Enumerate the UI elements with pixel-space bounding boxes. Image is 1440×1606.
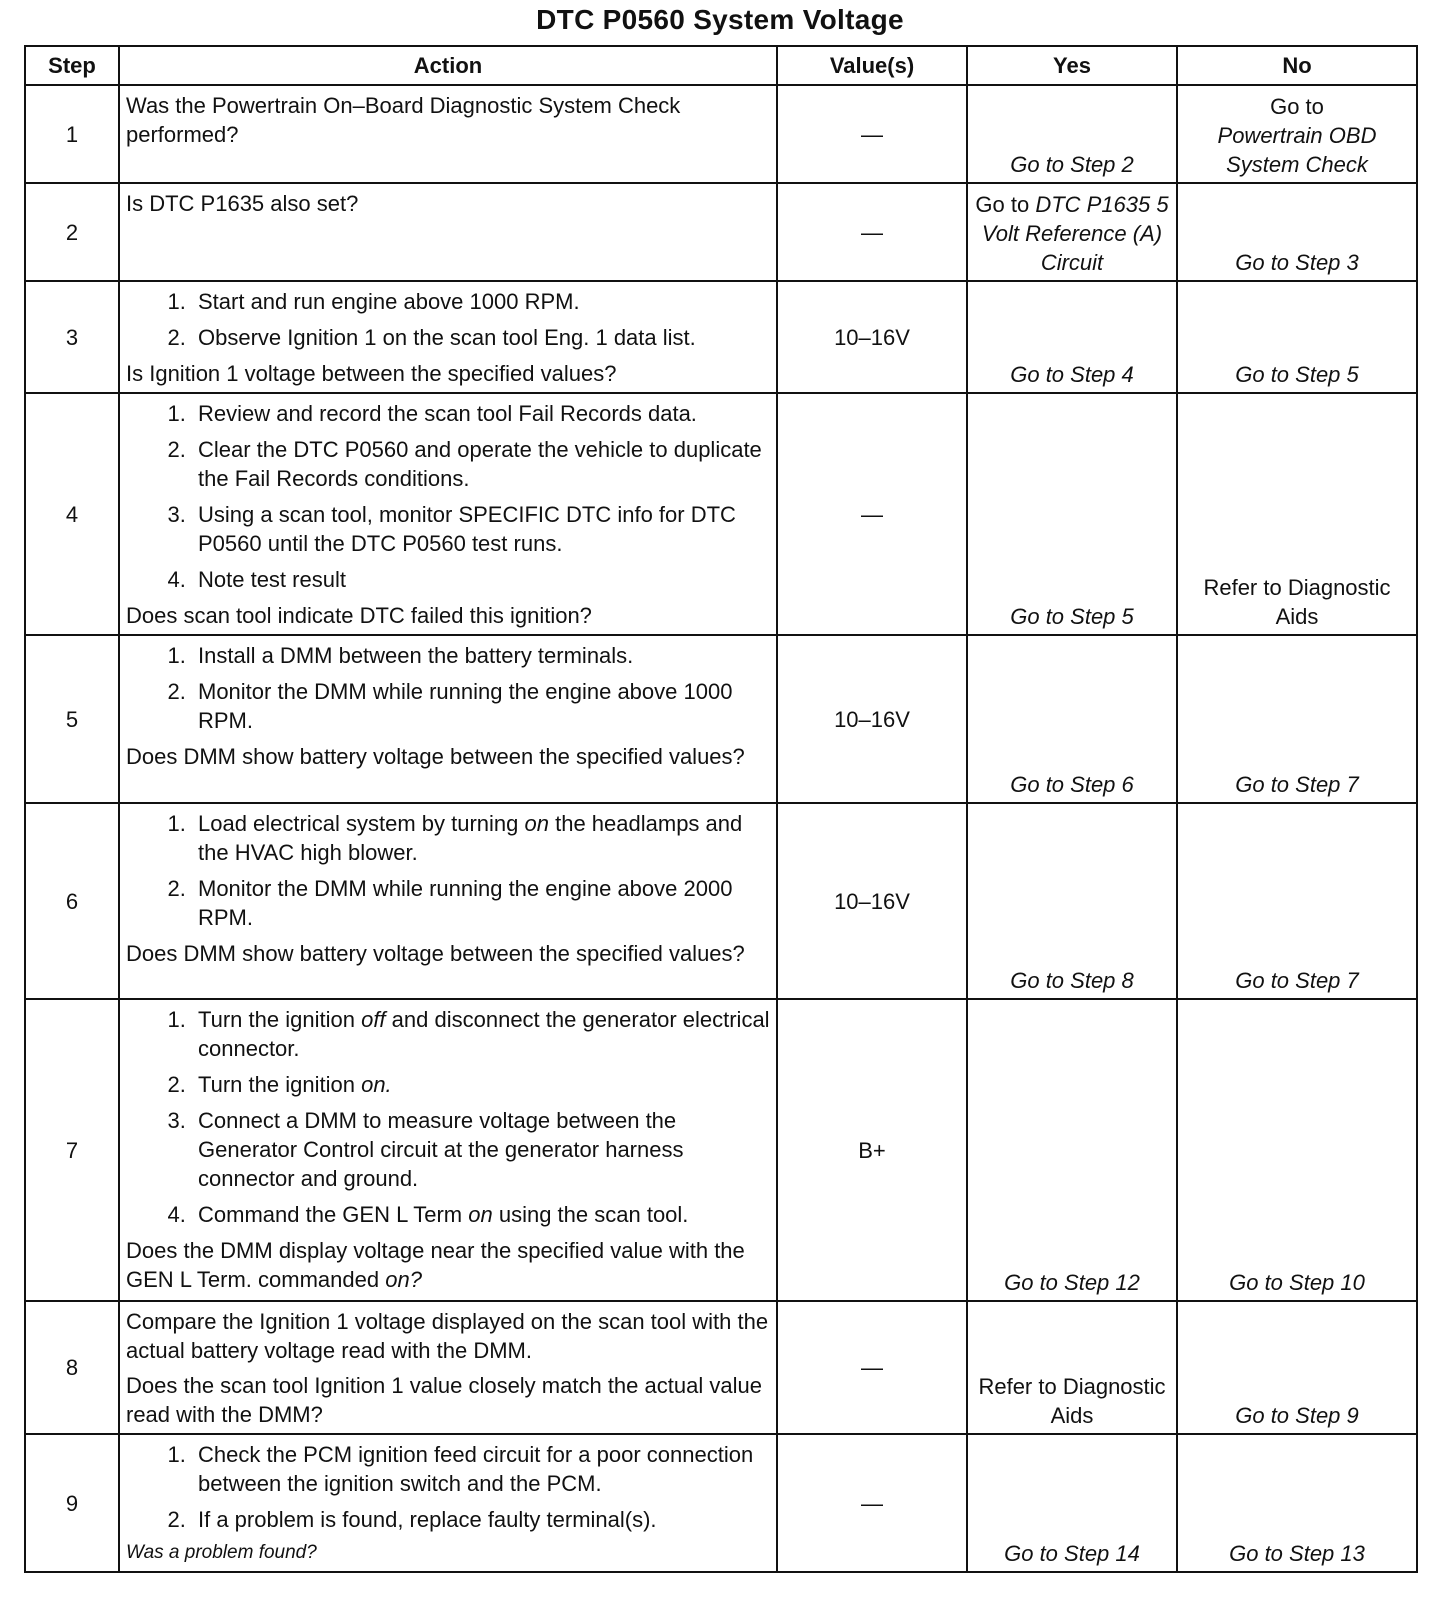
action-step (192, 1200, 770, 1229)
table-row (25, 183, 1417, 281)
action-question: Was the Powertrain On–Board Diagnostic System Check performed? (126, 93, 681, 147)
action-steps (126, 641, 770, 735)
action-step: 4. Note test result (192, 565, 770, 594)
action-steps (126, 1005, 770, 1229)
yes-cell: Go to Step 12 (967, 999, 1177, 1301)
no-text: Go to (1270, 94, 1324, 119)
header-step: Step (25, 46, 119, 85)
yes-ref: DTC P1635 5 Volt Reference (A) Circuit (981, 192, 1169, 275)
action-text: Compare the Ignition 1 voltage displayed on the scan tool with the actual battery voltage read with the DMM. (126, 1309, 769, 1363)
value-cell: — (777, 183, 967, 281)
action-step: 2. Observe Ignition 1 on the scan tool Eng. 1 data list. (192, 323, 770, 352)
table-row (25, 85, 1417, 183)
action-cell (119, 85, 777, 183)
no-cell: Go to Step 3 (1177, 183, 1417, 281)
step-text: Command the GEN L Term (198, 1202, 463, 1227)
action-step: 1. Start and run engine above 1000 RPM. (192, 287, 770, 316)
step-emphasis: off (361, 1007, 386, 1032)
value-cell: B+ (777, 999, 967, 1301)
value-cell: 10–16V (777, 635, 967, 803)
action-step: 3. Connect a DMM to measure voltage between the Generator Control circuit at the generator harness connector and ground. (192, 1106, 770, 1193)
step-text: using the scan tool. (498, 1202, 689, 1227)
action-question: Does the scan tool Ignition 1 value closely match the actual value read with the DMM? (126, 1373, 762, 1427)
action-step (192, 1070, 770, 1099)
header-no: No (1177, 46, 1417, 85)
yes-cell: Refer to Diagnostic Aids (967, 1301, 1177, 1434)
yes-cell: Go to Step 8 (967, 803, 1177, 999)
step-text: Load electrical system by turning (198, 811, 519, 836)
yes-cell (967, 183, 1177, 281)
no-cell: Go to Step 7 (1177, 635, 1417, 803)
step-emphasis: on (468, 1202, 493, 1227)
action-step: 2. If a problem is found, replace faulty terminal(s). (192, 1505, 770, 1534)
table-row (25, 999, 1417, 1301)
step-number: 9 (25, 1434, 119, 1572)
action-step: 1. Check the PCM ignition feed circuit for a poor connection between the ignition switch and the PCM. (192, 1440, 770, 1498)
yes-cell: Go to Step 14 (967, 1434, 1177, 1572)
value-cell: 10–16V (777, 281, 967, 393)
yes-cell: Go to Step 6 (967, 635, 1177, 803)
action-cell (119, 1434, 777, 1572)
action-step (192, 809, 770, 867)
step-text: the headlamps and the HVAC high blower. (198, 811, 743, 865)
yes-cell: Go to Step 2 (967, 85, 1177, 183)
table-header-row (25, 46, 1417, 85)
value-cell: — (777, 1434, 967, 1572)
action-steps (126, 1440, 770, 1534)
header-yes: Yes (967, 46, 1177, 85)
table-row (25, 1434, 1417, 1572)
action-step: 1. Review and record the scan tool Fail Records data. (192, 399, 770, 428)
step-number: 3 (25, 281, 119, 393)
step-number: 8 (25, 1301, 119, 1434)
action-steps (126, 287, 770, 352)
step-number: 5 (25, 635, 119, 803)
question-text: Does the DMM display voltage near the specified value with the GEN L Term. commanded (126, 1238, 745, 1292)
table-row (25, 635, 1417, 803)
diagnostic-table (24, 45, 1418, 1573)
action-step (192, 1005, 770, 1063)
action-question: Does DMM show battery voltage between the specified values? (126, 941, 745, 966)
page-title: DTC P0560 System Voltage (536, 4, 904, 35)
header-action: Action (119, 46, 777, 85)
action-question: Is Ignition 1 voltage between the specified values? (126, 361, 617, 386)
step-number: 7 (25, 999, 119, 1301)
action-question: Does scan tool indicate DTC failed this ignition? (126, 603, 592, 628)
step-text: Turn the ignition (198, 1072, 355, 1097)
step-number: 1 (25, 85, 119, 183)
action-cell (119, 635, 777, 803)
no-cell: Go to Step 13 (1177, 1434, 1417, 1572)
action-step: 1. Install a DMM between the battery terminals. (192, 641, 770, 670)
action-question: Is DTC P1635 also set? (126, 191, 359, 216)
table-row (25, 393, 1417, 635)
no-cell: Go to Step 5 (1177, 281, 1417, 393)
step-emphasis: on (524, 811, 549, 836)
action-question: Was a problem found? (126, 1542, 317, 1563)
step-number: 4 (25, 393, 119, 635)
no-cell (1177, 85, 1417, 183)
action-cell (119, 183, 777, 281)
header-values: Value(s) (777, 46, 967, 85)
step-number: 6 (25, 803, 119, 999)
step-number: 2 (25, 183, 119, 281)
step-emphasis: on. (361, 1072, 392, 1097)
action-step: 2. Monitor the DMM while running the engine above 1000 RPM. (192, 677, 770, 735)
action-steps (126, 399, 770, 594)
yes-cell: Go to Step 5 (967, 393, 1177, 635)
action-cell (119, 803, 777, 999)
action-steps (126, 809, 770, 932)
action-cell (119, 281, 777, 393)
step-text: and disconnect the generator electrical connector. (198, 1007, 770, 1061)
no-cell: Go to Step 10 (1177, 999, 1417, 1301)
table-row (25, 281, 1417, 393)
action-cell (119, 999, 777, 1301)
value-cell: — (777, 85, 967, 183)
question-emphasis: on? (385, 1267, 422, 1292)
value-cell: — (777, 1301, 967, 1434)
action-question (126, 1236, 770, 1294)
table-row (25, 1301, 1417, 1434)
action-question: Does DMM show battery voltage between the specified values? (126, 744, 745, 769)
step-text: Turn the ignition (198, 1007, 355, 1032)
table-row (25, 803, 1417, 999)
action-cell (119, 393, 777, 635)
no-cell: Go to Step 7 (1177, 803, 1417, 999)
value-cell: — (777, 393, 967, 635)
action-step: 2. Monitor the DMM while running the engine above 2000 RPM. (192, 874, 770, 932)
action-cell (119, 1301, 777, 1434)
no-ref: Powertrain OBD System Check (1217, 123, 1377, 177)
action-step: 3. Using a scan tool, monitor SPECIFIC DTC info for DTC P0560 until the DTC P0560 test runs. (192, 500, 770, 558)
no-cell: Refer to Diagnostic Aids (1177, 393, 1417, 635)
value-cell: 10–16V (777, 803, 967, 999)
action-step: 2. Clear the DTC P0560 and operate the vehicle to duplicate the Fail Records conditions. (192, 435, 770, 493)
yes-text: Go to (975, 192, 1030, 217)
no-cell: Go to Step 9 (1177, 1301, 1417, 1434)
yes-cell: Go to Step 4 (967, 281, 1177, 393)
